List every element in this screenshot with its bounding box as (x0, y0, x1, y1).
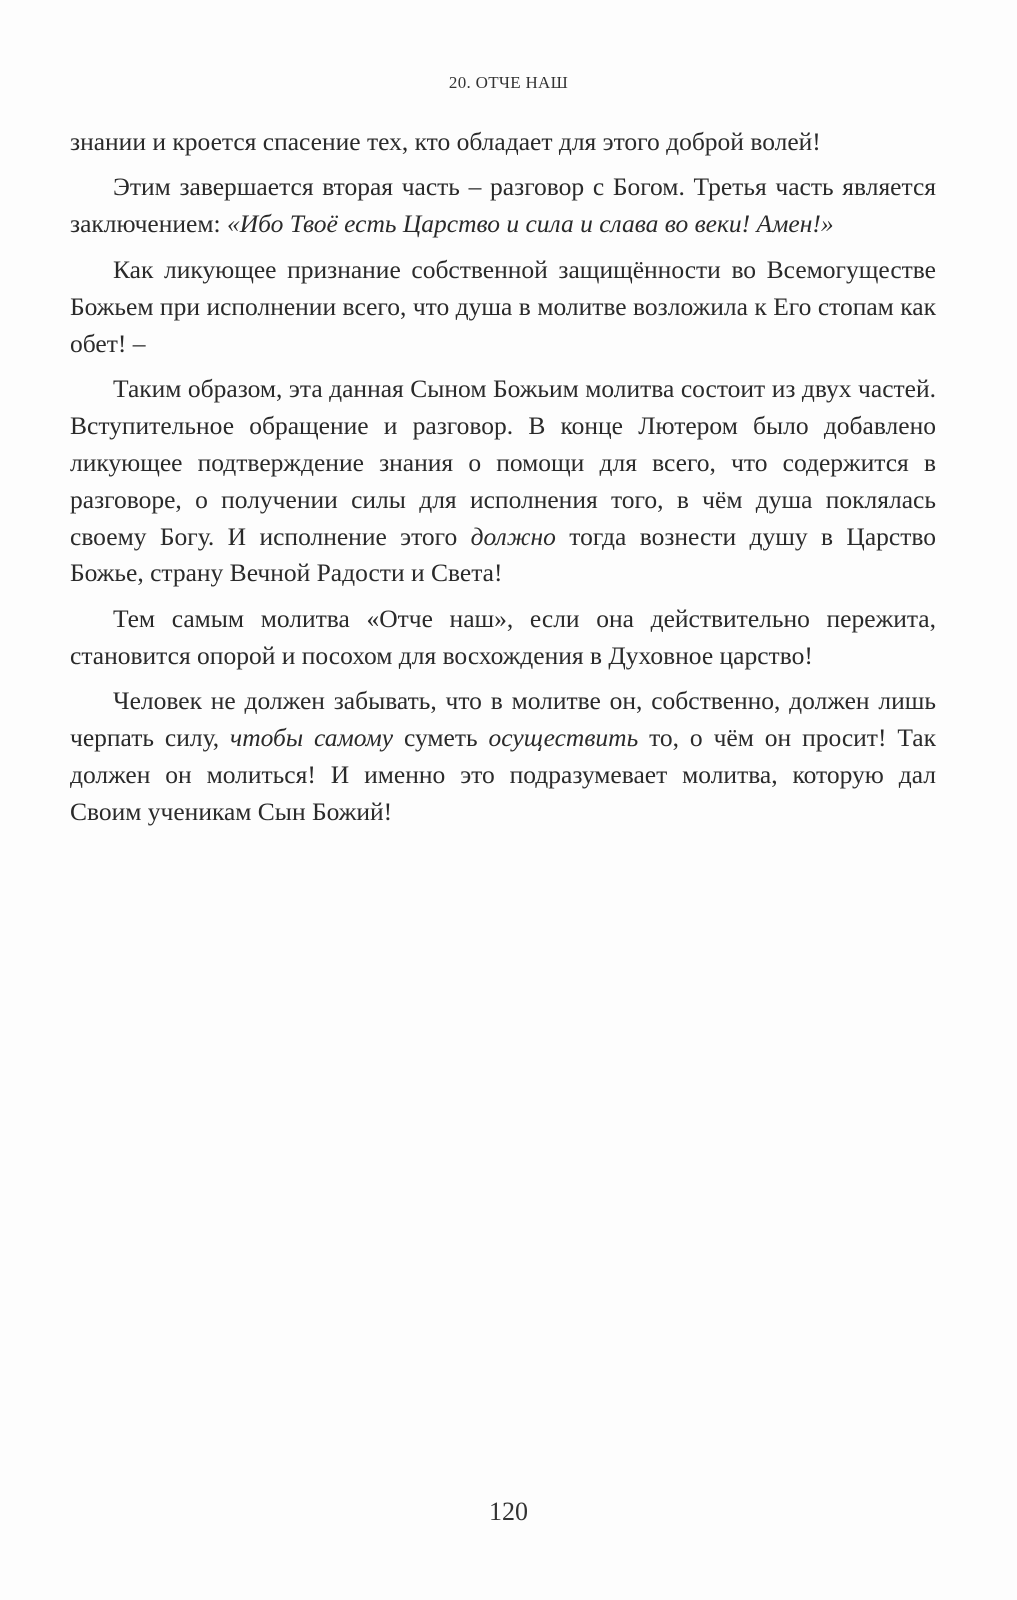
text-run: Этим завершается вторая часть – разговор с Богом. Третья часть является заключением: (70, 172, 936, 239)
italic-emphasis: чтобы самому (230, 723, 394, 753)
paragraph (70, 169, 936, 251)
page-number: 120 (489, 1497, 528, 1526)
text-run: Таким образом, эта данная Сыном Божьим молитва состоит из двух частей. Вступительное обращение и разговор. В конце Лютером было добавлено ликующее подтверждение знания о помощи для всего, что содержится в разговоре, о получении силы для исполнения того, в чём душа поклялась своему Богу. И исполнение этого (70, 373, 936, 551)
text-run: Тем самым молитва «Отче наш», если она действительно пережита, становится опорой и посохом для восхождения в Духовное царство! (70, 603, 936, 670)
text-run: тогда вознести душу в Царство Божье, страну Вечной Радости и Света! (70, 521, 936, 588)
italic-emphasis: осуществить (488, 723, 639, 753)
body-text (70, 124, 936, 839)
paragraph (70, 601, 936, 683)
paragraph (70, 371, 936, 601)
paragraph (70, 683, 936, 839)
text-run: Человек не должен забывать, что в молитве он, собственно, должен лишь черпать силу, (70, 686, 936, 753)
paragraph (70, 252, 936, 371)
text-run: Как ликующее признание собственной защищённости во Всемогуществе Божьем при исполнении всего, что душа в молитве возложила к Его стопам как обет! – (70, 254, 936, 358)
running-head: 20. ОТЧЕ НАШ (448, 73, 569, 92)
italic-emphasis: должно (470, 521, 556, 551)
paragraph (70, 124, 936, 169)
text-run: суметь (393, 723, 489, 753)
text-run: знании и кроется спасение тех, кто обладает для этого доброй волей! (70, 127, 821, 156)
italic-quote: «Ибо Твоё есть Царство и сила и слава во веки! Амен!» (226, 209, 834, 239)
text-run: то, о чём он просит! Так должен он молиться! И именно это подразумевает молитва, которую дал Своим ученикам Сын Божий! (70, 723, 936, 826)
